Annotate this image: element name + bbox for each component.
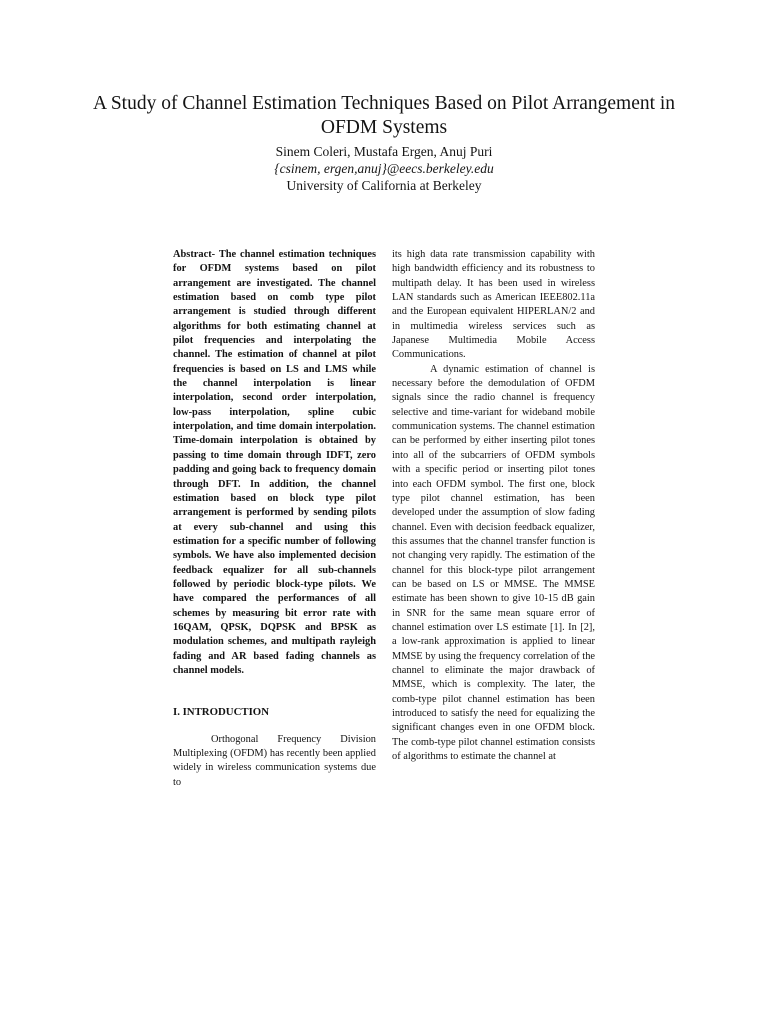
paper-title: A Study of Channel Estimation Techniques Based on Pilot Arrangement in OFDM Systems — [92, 93, 676, 138]
right-column — [392, 248, 595, 764]
author-block — [84, 143, 684, 194]
author-names: Sinem Coleri, Mustafa Ergen, Anuj Puri — [275, 144, 493, 159]
intro-paragraph-2: A dynamic estimation of channel is necessary before the demodulation of OFDM signals since the radio channel is frequency selective and time-variant for wideband mobile communication systems. The channel estimation can be performed by either inserting pilot tones into all of the subcarriers of OFDM symbols with a specific period or inserting pilot tones into each OFDM symbol. The first one, block type pilot channel estimation, has been developed under the assumption of slow fading channel. Even with decision feedback equalizer, this assumes that the channel transfer function is not changing very rapidly. The estimation of the channel for this block-type pilot arrangement can be based on LS or MMSE. The MMSE estimate has been shown to give 10-15 dB gain in SNR for the same mean square error of channel estimation over LS estimate [1]. In [2], a low-rank approximation is applied to linear MMSE by using the frequency correlation of the channel to eliminate the major drawback of MMSE, which is complexity. The later, the comb-type pilot channel estimation has been introduced to satisfy the need for equalizing the significant changes even in one OFDM block. The comb-type pilot channel estimation consists of algorithms to estimate the channel at — [392, 363, 595, 763]
abstract: Abstract- The channel estimation techniques for OFDM systems based on pilot arrangement are investigated. The channel estimation based on comb type pilot arrangement is studied through different algorithms for both estimating channel at pilot frequencies and interpolating the channel. The estimation of channel at pilot frequencies is based on LS and LMS while the channel interpolation is linear interpolation, second order interpolation, low-pass interpolation, spline cubic interpolation, and time domain interpolation. Time-domain interpolation is obtained by passing to time domain through IDFT, zero padding and going back to frequency domain through DFT. In addition, the channel estimation based on block type pilot arrangement is performed by sending pilots at every sub-channel and using this estimation for a specific number of following symbols. We have also implemented decision feedback equalizer for all sub-channels followed by periodic block-type pilots. We have compared the performances of all schemes by measuring bit error rate with 16QAM, QPSK, DQPSK and BPSK as modulation schemes, and multipath rayleigh fading and AR based fading channels as channel models. — [173, 249, 376, 676]
author-affiliation: University of California at Berkeley — [286, 178, 482, 193]
left-column — [173, 248, 376, 790]
author-email: {csinem, ergen,anuj}@eecs.berkeley.edu — [274, 161, 494, 176]
intro-paragraph-1-start: Orthogonal Frequency Division Multiplexing (OFDM) has recently been applied widely in wireless communication systems due to — [173, 733, 376, 788]
intro-paragraph-1-continued: its high data rate transmission capability with high bandwidth efficiency and its robustness to multipath delay. It has been used in wireless LAN standards such as American IEEE802.11a and the European equivalent HIPERLAN/2 and in multimedia wireless services such as Japanese Multimedia Mobile Access Communications. — [392, 249, 595, 361]
section-heading-introduction: I. INTRODUCTION — [173, 706, 269, 719]
